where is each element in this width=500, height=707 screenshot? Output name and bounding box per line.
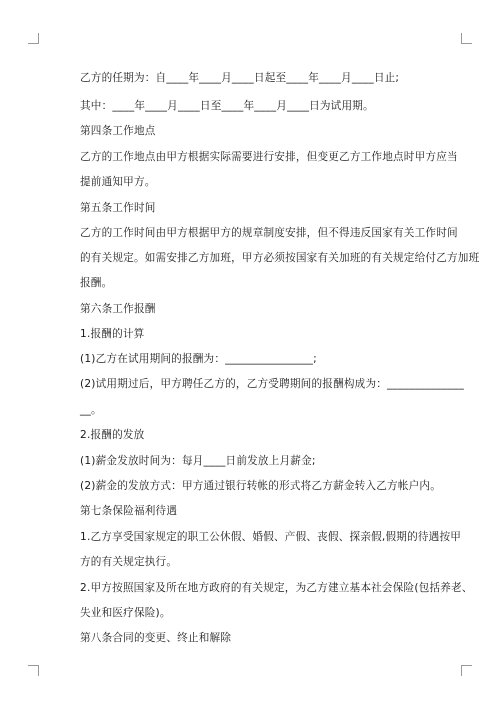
section-heading: 第七条保险福利待遇	[80, 505, 178, 517]
section-heading: 第五条工作时间	[80, 202, 156, 214]
paragraph-line: 乙方的工作地点由甲方根据实际需要进行安排，但变更乙方工作地点时甲方应当	[80, 151, 458, 163]
paragraph-line: (2)试用期过后，甲方聘任乙方的，乙方受聘期间的报酬构成为：______________	[80, 378, 464, 390]
crop-mark-bottom-left	[28, 665, 39, 676]
paragraph-line: 乙方的工作时间由甲方根据甲方的规章制度安排，但不得违反国家有关工作时间	[80, 227, 458, 239]
paragraph-line: 报酬。	[80, 277, 113, 289]
paragraph-line: 1.乙方享受国家规定的职工公休假、婚假、产假、丧假、探亲假,假期的待遇按甲	[80, 531, 462, 543]
probation-line: 其中：____年____月____日至____年____月____日为试用期。	[80, 100, 374, 112]
paragraph-line: (1)乙方在试用期间的报酬为：________________;	[80, 353, 317, 365]
paragraph-line: 方的有关规定执行。	[80, 556, 178, 568]
subsection-heading: 1.报酬的计算	[80, 328, 145, 340]
paragraph-line: (2)薪金的发放方式：甲方通过银行转帐的形式将乙方薪金转入乙方帐户内。	[80, 480, 442, 492]
term-line: 乙方的任期为：自____年____月____日起至____年____月____日止;	[80, 72, 400, 84]
crop-mark-top-right	[461, 33, 472, 44]
section-heading: 第四条工作地点	[80, 125, 156, 137]
paragraph-line: 的有关规定。如需安排乙方加班，甲方必须按国家有关加班的有关规定给付乙方加班	[80, 252, 480, 264]
paragraph-line: 2.甲方按照国家及所在地方政府的有关规定，为乙方建立基本社会保险(包括养老、	[80, 582, 473, 594]
section-heading: 第六条工作报酬	[80, 303, 156, 315]
paragraph-line: 提前通知甲方。	[80, 176, 156, 188]
crop-mark-top-left	[28, 33, 39, 44]
paragraph-line: 失业和医疗保险)。	[80, 607, 171, 619]
subsection-heading: 2.报酬的发放	[80, 429, 145, 441]
paragraph-line: (1)薪金发放时间为：每月____日前发放上月薪金;	[80, 455, 316, 467]
paragraph-line: __。	[80, 404, 102, 416]
crop-mark-bottom-right	[461, 665, 472, 676]
section-heading: 第八条合同的变更、终止和解除	[80, 632, 232, 644]
